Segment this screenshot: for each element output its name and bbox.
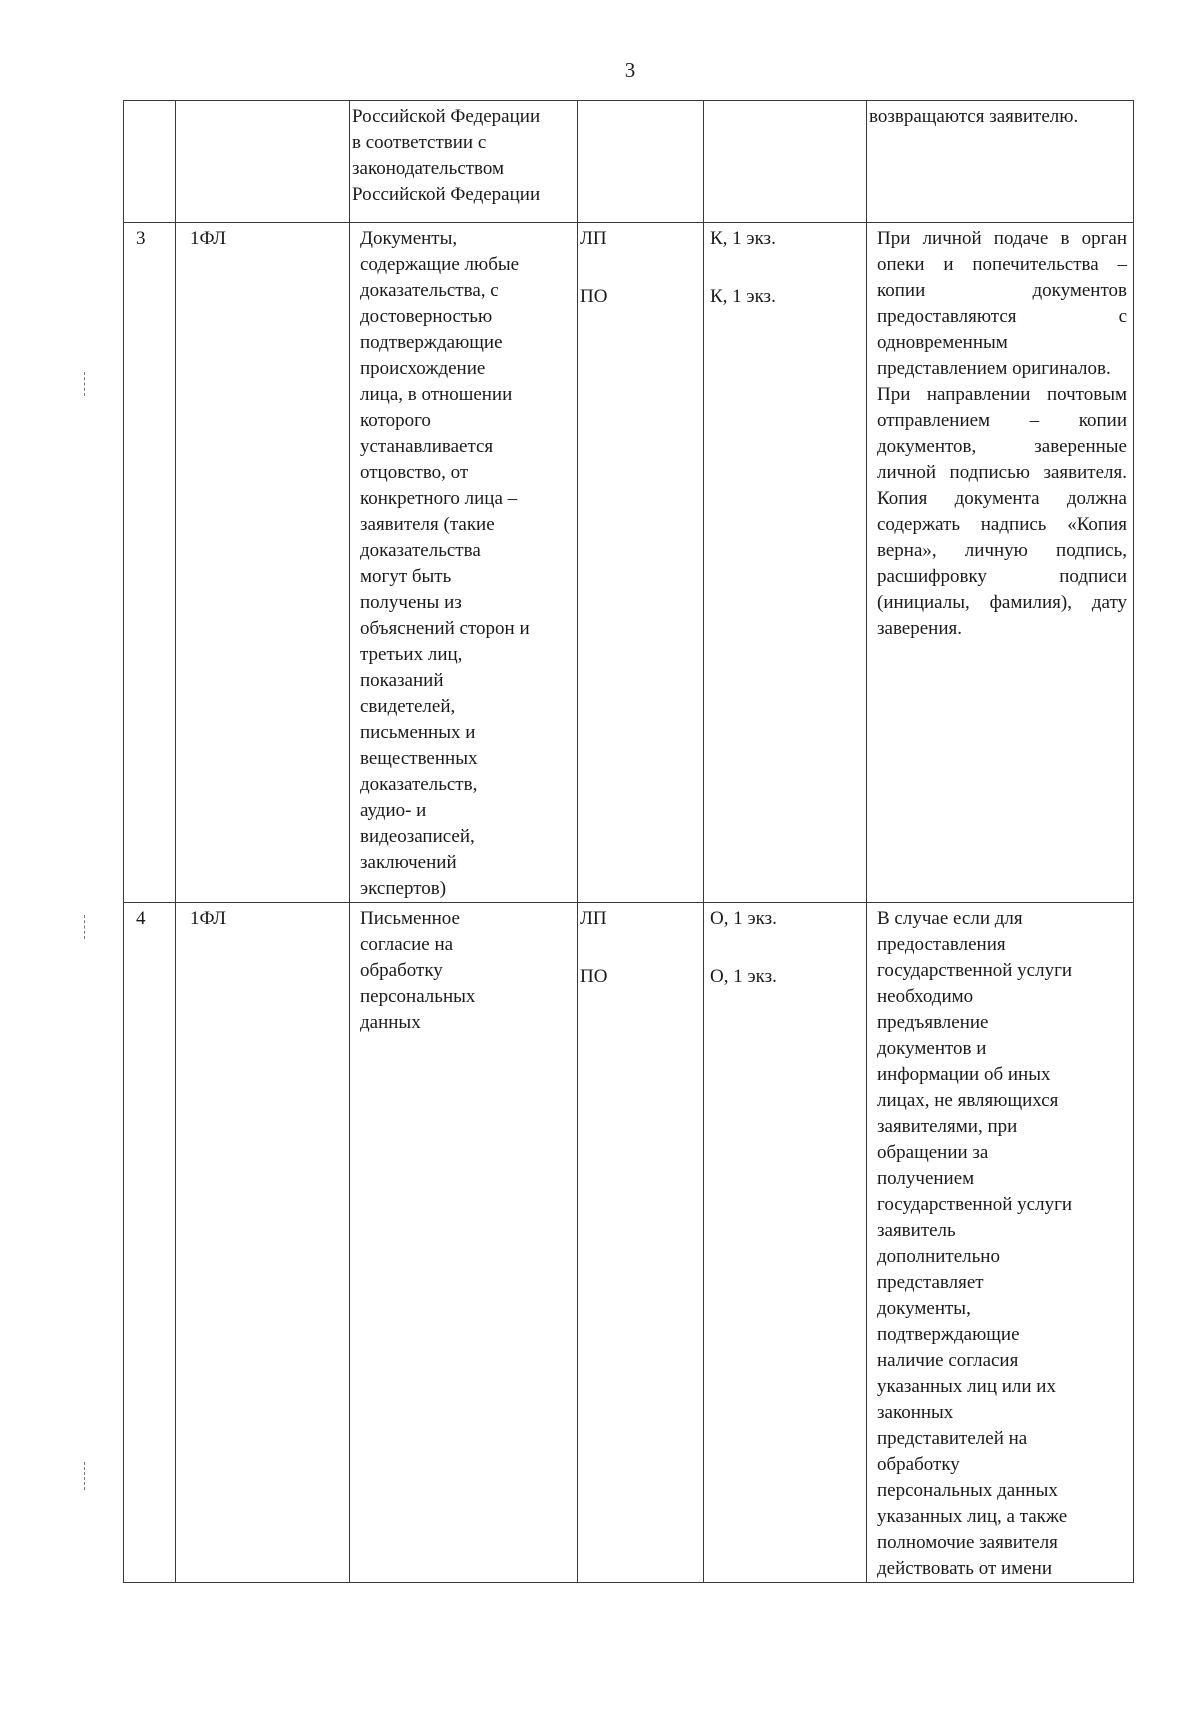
requirements-cell	[867, 903, 1134, 1583]
row-number-cell	[124, 223, 176, 903]
category-code-cell	[176, 223, 350, 903]
copies-1: К, 1 экз.	[710, 228, 776, 249]
requirements-text: возвращаются заявителю.	[869, 106, 1079, 127]
submission-form-2: ПО	[580, 966, 608, 987]
row-number-cell	[124, 101, 176, 223]
copies-cell	[704, 223, 867, 903]
row-number-cell	[124, 903, 176, 1583]
margin-mark	[84, 372, 85, 396]
document-name-text: Письменное согласие на обработку персональных данных	[360, 908, 476, 1033]
submission-form-cell	[578, 101, 704, 223]
page-number: 3	[624, 58, 636, 82]
document-name-cell	[350, 223, 578, 903]
copies-2: К, 1 экз.	[710, 286, 776, 307]
copies-1: О, 1 экз.	[710, 908, 777, 929]
submission-form-1: ЛП	[580, 908, 607, 929]
requirements-text: В случае если для предоставления государственной услуги необходимо предъявление документов и информации об иных лицах, не являющихся заявителями, при обращении за получением государственной услуги заявитель дополнительно представляет документы, подтверждающие наличие согласия указанных лиц или их законных представителей на обработку персональных данных указанных лиц, а также полномочие заявителя действовать от имени	[877, 908, 1073, 1579]
row-number: 3	[136, 228, 146, 249]
document-name-cell	[350, 101, 578, 223]
document-name-cell	[350, 903, 578, 1583]
margin-mark	[84, 1462, 85, 1490]
submission-form-cell	[578, 903, 704, 1583]
requirements-text: При личной подаче в орган опеки и попечительства – копии документов предоставляются с одновременным представлением оригиналов. При направлении почтовым отправлением – копии документов, заверенные личной подписью заявителя. Копия документа должна содержать надпись «Копия верна», личную подпись, расшифровку подписи (инициалы, фамилия), дату заверения.	[877, 228, 1127, 639]
category-code-cell	[176, 903, 350, 1583]
row-number: 4	[136, 908, 146, 929]
requirements-cell	[867, 101, 1134, 223]
submission-form-1: ЛП	[580, 228, 607, 249]
requirements-cell	[867, 223, 1134, 903]
document-name-text: Документы, содержащие любые доказательства, с достоверностью подтверждающие происхождение лица, в отношении которого устанавливается отцовство, от конкретного лица – заявителя (такие доказательства могут быть получены из объяснений сторон и третьих лиц, показаний свидетелей, письменных и вещественных доказательств, аудио- и видеозаписей, заключений экспертов)	[360, 228, 530, 899]
documents-table	[123, 100, 1134, 1583]
copies-2: О, 1 экз.	[710, 966, 777, 987]
submission-form-cell	[578, 223, 704, 903]
category-code: 1ФЛ	[190, 228, 226, 249]
margin-mark	[84, 915, 85, 939]
document-name-text: Российской Федерации в соответствии с законодательством Российской Федерации	[352, 106, 541, 205]
copies-cell	[704, 903, 867, 1583]
category-code: 1ФЛ	[190, 908, 226, 929]
table-row	[124, 223, 1134, 903]
submission-form-2: ПО	[580, 286, 608, 307]
copies-cell	[704, 101, 867, 223]
table-row	[124, 903, 1134, 1583]
table-row	[124, 101, 1134, 223]
category-code-cell	[176, 101, 350, 223]
